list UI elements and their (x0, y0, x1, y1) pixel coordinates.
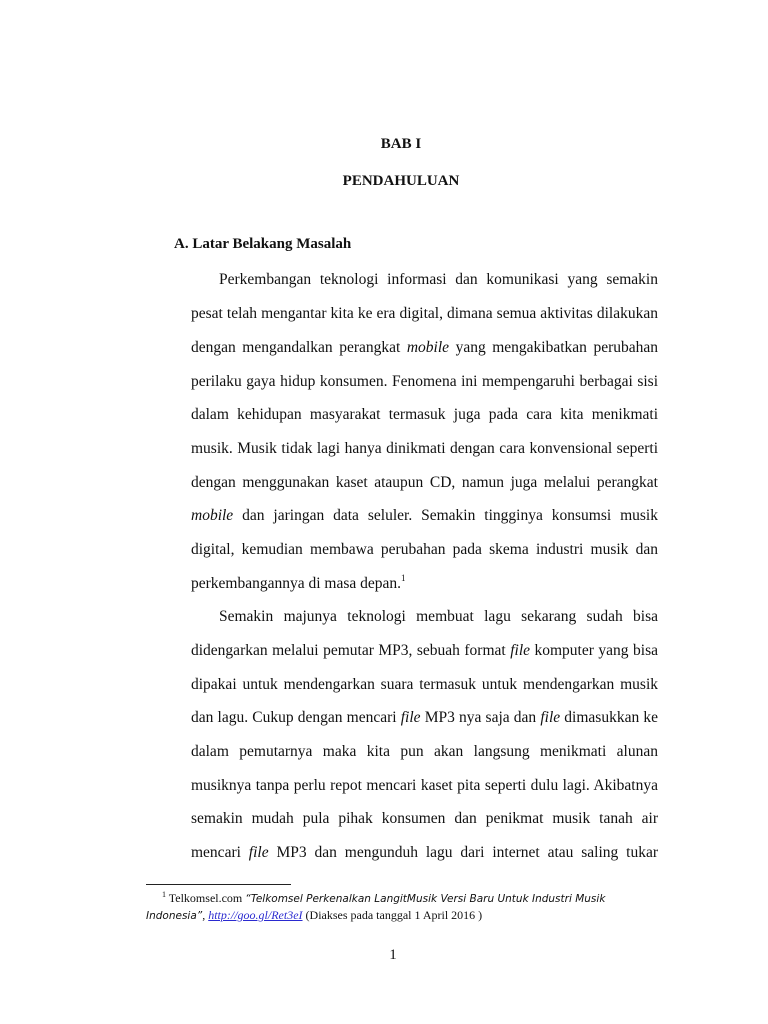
paragraph-1-line-7: dengan menggunakan kaset ataupun CD, namun juga melalui perangkat (191, 474, 658, 491)
italic-term: file (540, 709, 561, 726)
paragraph-1-line-4: perilaku gaya hidup konsumen. Fenomena ini mempengaruhi berbagai sisi (191, 373, 658, 390)
paragraph-2-line-5: dalam pemutarnya maka kita pun akan langsung menikmati alunan (191, 743, 658, 760)
italic-term: mobile (406, 339, 450, 356)
text-run: dengan mengandalkan perangkat (191, 339, 407, 356)
footnote-title-end: Indonesia” (146, 910, 203, 922)
paragraph-1-line-2: pesat telah mengantar kita ke era digital, dimana semua aktivitas dilakukan (191, 305, 658, 322)
paragraph-1-line-10 (191, 575, 658, 593)
paragraph-1-line-3 (191, 339, 658, 357)
text-run: dan lagu. Cukup dengan mencari (191, 709, 401, 726)
paragraph-1-line-8 (191, 507, 658, 525)
paragraph-1-line-5: dalam kehidupan masyarakat termasuk juga pada cara kita menikmati (191, 406, 658, 423)
text-run: perkembangannya di masa depan. (191, 575, 402, 592)
text-run: komputer yang bisa (530, 642, 658, 659)
italic-term: file (400, 709, 421, 726)
footnote-accessed-date: (Diakses pada tanggal 1 April 2016 ) (302, 908, 483, 922)
page-number: 1 (389, 947, 397, 963)
text-run: dimasukkan ke (560, 709, 658, 726)
italic-term: file (248, 844, 269, 861)
paragraph-2-line-3: dipakai untuk mendengarkan suara termasuk untuk mendengarkan musik (191, 676, 658, 693)
footnote-number: 1 (162, 890, 166, 899)
text-run: dan jaringan data seluler. Semakin tingginya konsumsi musik (233, 507, 658, 524)
paragraph-2-line-4 (191, 709, 658, 727)
paragraph-2-line-1: Semakin majunya teknologi membuat lagu sekarang sudah bisa (219, 608, 658, 625)
chapter-number: BAB I (380, 136, 422, 152)
footnote-title: “Telkomsel Perkenalkan LangitMusik Versi Baru Untuk Industri Musik (245, 893, 606, 905)
italic-term: file (510, 642, 531, 659)
italic-term: mobile (191, 507, 234, 524)
paragraph-2-line-7: semakin mudah pula pihak konsumen dan penikmat musik tanah air (191, 810, 658, 827)
footnote-separator-text: , (202, 908, 209, 922)
text-run: didengarkan melalui pemutar MP3, sebuah format (191, 642, 511, 659)
footnote-reference: 1 (401, 573, 406, 583)
text-run: MP3 dan mengunduh lagu dari internet atau saling tukar (268, 844, 658, 861)
chapter-title: PENDAHULUAN (342, 173, 460, 189)
footnote-link[interactable]: http://goo.gl/Ret3eI (208, 908, 303, 922)
paragraph-1-line-6: musik. Musik tidak lagi hanya dinikmati dengan cara konvensional seperti (191, 440, 658, 457)
paragraph-1-line-1: Perkembangan teknologi informasi dan komunikasi yang semakin (219, 271, 658, 288)
text-run: MP3 nya saja dan (420, 709, 541, 726)
paragraph-2-line-8 (191, 844, 658, 862)
text-run: yang mengakibatkan perubahan (449, 339, 658, 356)
footnote-source: Telkomsel.com (166, 891, 246, 905)
section-heading: A. Latar Belakang Masalah (174, 236, 352, 252)
footnote-separator (146, 884, 291, 885)
paragraph-1-line-9: digital, kemudian membawa perubahan pada skema industri musik dan (191, 541, 658, 558)
paragraph-2-line-2 (191, 642, 658, 660)
footnote-line-1 (162, 891, 662, 906)
text-run: mencari (191, 844, 249, 861)
paragraph-2-line-6: musiknya tanpa perlu repot mencari kaset pita seperti dulu lagi. Akibatnya (191, 777, 658, 794)
footnote-line-2 (146, 908, 646, 923)
